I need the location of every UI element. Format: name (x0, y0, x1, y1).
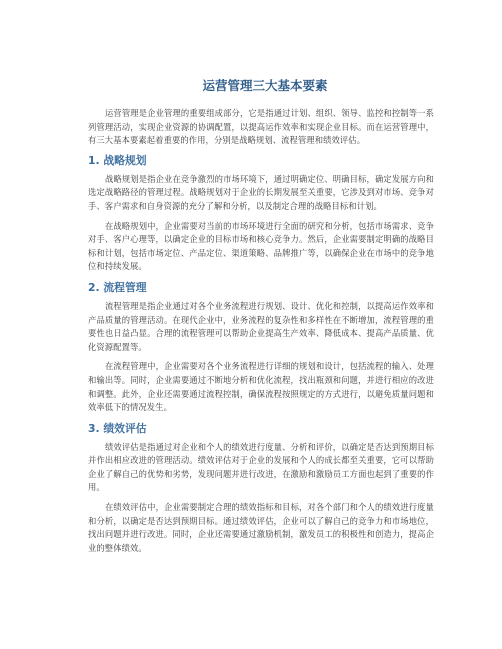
section-heading-strategy-planning: 1. 战略规划 (88, 153, 147, 167)
intro-paragraph: 运营管理是企业管理的重要组成部分，它是指通过计划、组织、领导、监控和控制等一系列管理活动，实现企业资源的协调配置，以提高运作效率和实现企业目标。而在运营管理中，有三大基本要素起着重要的作用，分别是战略规划、流程管理和绩效评估。 (88, 108, 434, 146)
section-heading-performance-evaluation: 3. 绩效评估 (88, 421, 147, 435)
section-strategy-planning (88, 154, 434, 274)
section-paragraph: 在绩效评估中，企业需要制定合理的绩效指标和目标，对各个部门和个人的绩效进行度量和分析，以确定是否达到预期目标。通过绩效评估，企业可以了解自己的竞争力和市场地位，找出问题并进行改进。同时，企业还需要通过激励机制，激发员工的积极性和创造力，提高企业的整体绩效。 (88, 502, 434, 553)
section-paragraph: 战略规划是指企业在竞争激烈的市场环境下，通过明确定位、明确目标，确定发展方向和选定战略路径的管理过程。战略规划对于企业的长期发展至关重要，它涉及到对市场、竞争对手、客户需求和自身资源的充分了解和分析，以及制定合理的战略目标和计划。 (88, 173, 434, 211)
document-title: 运营管理三大基本要素 (202, 78, 328, 93)
section-paragraph: 绩效评估是指通过对企业和个人的绩效进行度量、分析和评价，以确定是否达到预期目标并作出相应改进的管理活动。绩效评估对于企业的发展和个人的成长都至关重要，它可以帮助企业了解自己的优势和劣势，发现问题并进行改进，在激励和激励员工方面也起到了重要的作用。 (88, 441, 434, 493)
section-process-management (88, 281, 434, 415)
section-heading-process-management: 2. 流程管理 (88, 280, 147, 294)
section-paragraph: 在战略规划中，企业需要对当前的市场环境进行全面的研究和分析，包括市场需求、竞争对手、客户心理等，以确定企业的目标市场和核心竞争力。然后，企业需要制定明确的战略目标和计划，包括市场定位、产品定位、渠道策略、品牌推广等，以确保企业在市场中的竞争地位和持续发展。 (88, 220, 434, 272)
section-performance-evaluation (88, 422, 434, 556)
section-paragraph: 流程管理是指企业通过对各个业务流程进行规划、设计、优化和控制，以提高运作效率和产品质量的管理活动。在现代企业中，业务流程的复杂性和多样性在不断增加，流程管理的重要性也日益凸显。合理的流程管理可以帮助企业提高生产效率、降低成本、提高产品质量、优化资源配置等。 (88, 300, 434, 352)
section-paragraph: 在流程管理中，企业需要对各个业务流程进行详细的规划和设计，包括流程的输入、处理和输出等。同时，企业需要通过不断地分析和优化流程，找出瓶颈和问题，并进行相应的改进和调整。此外，企业还需要通过流程控制，确保流程按照规定的方式进行，以避免质量问题和效率低下的情况发生。 (88, 361, 434, 413)
